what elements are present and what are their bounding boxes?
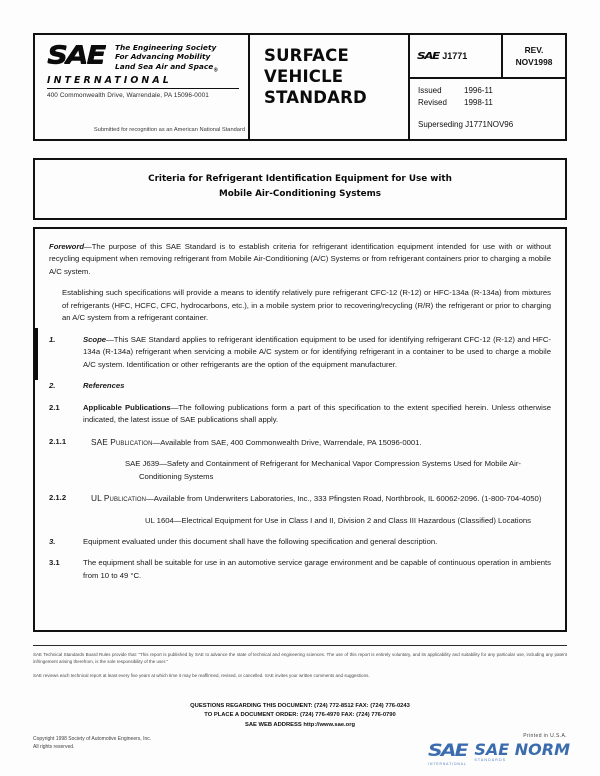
section-1-scope xyxy=(49,334,551,371)
section-2-references xyxy=(49,380,551,392)
page-title-line-1: Criteria for Refrigerant Identification Equipment for Use with xyxy=(148,174,452,184)
header-meta-top-row xyxy=(410,35,565,79)
document-type-line-3: STANDARD xyxy=(264,88,367,108)
foreword-label: Foreword xyxy=(49,242,85,251)
section-2-1-1-body xyxy=(91,436,551,449)
header-meta-cell xyxy=(410,35,565,139)
copyright-block xyxy=(33,735,151,751)
issued-row xyxy=(418,85,557,97)
header-dates-cell xyxy=(410,79,565,139)
section-2-label: References xyxy=(83,381,125,391)
section-1-label: Scope xyxy=(83,334,107,344)
section-2-1-1-number: 2.1.1 xyxy=(49,436,67,446)
section-2-number: 2. xyxy=(49,381,56,391)
footer-legal-paragraph-1: SAE Technical Standards Board Rules provide that: "This report is published by SAE to advance the state of technical and engineering sciences. The use of this report is entirely voluntary, and its applicability and suitability for any particular use, including any patent infringement arising therefrom, is the sole responsibility of the user." xyxy=(33,652,567,664)
submitted-note: Submitted for recognition as an American National Standard xyxy=(93,127,245,133)
section-2-1-text: —The following publications form a part of this specification to the extent specified herein. Unless otherwise indicated, the latest issue of SAE publications shall apply. xyxy=(83,402,551,425)
section-2-1-1-label: SAE Publication xyxy=(91,436,153,447)
section-2-1-label: Applicable Publications xyxy=(83,402,171,412)
sae-international-word: INTERNATIONAL xyxy=(47,75,239,89)
section-3 xyxy=(49,536,551,548)
section-2-1-2-text: —Available from Underwriters Laboratories, Inc., 333 Pfingsten Road, Northbrook, IL 60062-2096. (1-800-704-4050) xyxy=(146,494,542,504)
section-2-body xyxy=(83,380,551,392)
revised-row xyxy=(418,97,557,109)
footer-divider xyxy=(33,645,567,646)
reference-sae-j639: SAE J639—Safety and Containment of Refrigerant for Mechanical Vapor Compression Systems Used for Mobile Air-Conditioning Systems xyxy=(125,459,521,481)
sae-logo-mark: SAE xyxy=(47,40,105,69)
issued-value: 1996-11 xyxy=(464,86,493,95)
copyright-line-2: All rights reserved. xyxy=(33,744,75,750)
document-number-cell xyxy=(410,35,503,77)
sae-tagline-line-1: The Engineering Society xyxy=(115,43,217,52)
section-2-1-applicable-publications xyxy=(49,402,551,427)
page-title-line-2: Mobile Air-Conditioning Systems xyxy=(218,188,382,199)
section-2-1-2-number: 2.1.2 xyxy=(49,493,67,503)
contact-questions-line: QUESTIONS REGARDING THIS DOCUMENT: (724) 772-8512 FAX: (724) 776-0243 xyxy=(190,703,410,709)
document-body-box xyxy=(33,227,567,632)
section-2-1-1-sae-publication xyxy=(49,436,551,449)
section-3-number: 3. xyxy=(49,536,56,546)
revision-label: REV. xyxy=(524,45,544,55)
watermark-international-label: INTERNATIONAL xyxy=(428,762,467,767)
revision-value: NOV1998 xyxy=(515,57,553,68)
footer-contact-block xyxy=(33,702,567,730)
section-1-body xyxy=(83,334,551,371)
document-header-table xyxy=(33,33,567,141)
section-1-text: —This SAE Standard applies to refrigerant identification equipment to be used for identifying refrigerant CFC-12 (R-12) and HFC-134a (R-134a) refrigerant when servicing a mobile A/C system or for identifying refrigerant in a container to be used to charge a mobile A/C system. Identification or other refrigerants are the option of the equipment manufacturer. xyxy=(83,334,551,369)
document-title-box xyxy=(33,158,567,220)
footer-legal-paragraph-2: SAE reviews each technical report at least every five years at which time it may be reaffirmed, revised, or cancelled. SAE invites your written comments and suggestions. xyxy=(33,672,370,678)
sae-tagline-line-2: For Advancing Mobility xyxy=(115,52,211,62)
issued-label: Issued xyxy=(418,86,442,95)
revision-cell xyxy=(503,35,565,77)
sae-logo-mark-small: SAE xyxy=(417,50,439,62)
reference-ul-1604: UL 1604—Electrical Equipment for Use in Class I and II, Division 2 and Class III Hazardous (Classified) Locations xyxy=(145,515,531,525)
document-type-line-2: VEHICLE xyxy=(264,67,344,87)
revised-label: Revised xyxy=(418,98,447,108)
section-3-1-number: 3.1 xyxy=(49,558,60,568)
sae-tagline xyxy=(115,43,218,74)
section-2-1-2-label: UL Publication xyxy=(91,493,147,504)
revised-value: 1998-11 xyxy=(464,98,493,108)
revision-change-bar xyxy=(34,328,38,380)
watermark-sub-label: STANDARDS xyxy=(474,758,507,762)
superseding-note: Superseding J1771NOV96 xyxy=(418,119,514,129)
foreword-text-1: —The purpose of this SAE Standard is to establish criteria for refrigerant identification equipment intended for use with or without recycling equipment when removing refrigerant from Mobile Air-Conditioning (A/C) Systems or from refrigerant containers prior to charging a mobile A/C system. xyxy=(49,242,551,276)
section-2-1-number: 2.1 xyxy=(49,402,60,412)
header-doctype-cell xyxy=(250,35,410,139)
registered-mark-icon: ® xyxy=(213,67,219,74)
printed-in-note: Printed in U.S.A. xyxy=(523,733,567,739)
section-2-1-2-body xyxy=(91,492,551,505)
document-type-line-1: SURFACE xyxy=(264,46,349,65)
foreword-paragraph-1 xyxy=(49,241,551,278)
document-type-title xyxy=(264,45,367,108)
section-3-text: Equipment evaluated under this document shall have the following specification and general description. xyxy=(83,536,438,546)
sae-norm-watermark xyxy=(428,740,570,767)
page-title xyxy=(35,160,565,201)
watermark-text-group xyxy=(474,742,570,763)
foreword-paragraph-2: Establishing such specifications will provide a means to identify relatively pure refrigerant CFC-12 (R-12) or HFC-134a (R-134a) from mixtures of refrigerants (HFC, HCFC, CFC, hydrocarbons, etc.), in a mobile system prior to recovering/recycling (R/R) the refrigerant or prior to charging an A/C system from a refrigerant container. xyxy=(62,288,551,323)
sae-tagline-line-3: Land Sea Air and Space$_®$ xyxy=(115,61,219,74)
section-2-1-1-text: —Available from SAE, 400 Commonwealth Drive, Warrendale, PA 15096-0001. xyxy=(152,437,422,447)
watermark-sae-logo: SAE xyxy=(428,741,467,762)
copyright-line-1: Copyright 1998 Society of Automotive Engineers, Inc. xyxy=(33,736,152,742)
document-number: J1771 xyxy=(442,51,468,61)
section-1-number: 1. xyxy=(49,334,56,344)
section-2-1-body xyxy=(83,402,551,427)
section-2-1-2-ul-publication xyxy=(49,492,551,505)
section-3-1 xyxy=(49,557,551,582)
footer-legal-text xyxy=(33,652,567,687)
contact-web-address[interactable]: SAE WEB ADDRESS http://www.sae.org xyxy=(244,721,356,728)
sae-address: 400 Commonwealth Drive, Warrendale, PA 15096-0001 xyxy=(47,91,209,99)
sae-logo xyxy=(47,40,243,99)
watermark-norm-label: SAE NORM xyxy=(474,740,570,759)
contact-order-line: TO PLACE A DOCUMENT ORDER: (724) 776-4970 FAX: (724) 776-0790 xyxy=(204,712,396,719)
section-3-1-text: The equipment shall be suitable for use in an automotive service garage environment and be capable of continuous operation in ambients from 10 to 49 °C. xyxy=(83,558,551,580)
header-logo-cell xyxy=(35,35,250,139)
